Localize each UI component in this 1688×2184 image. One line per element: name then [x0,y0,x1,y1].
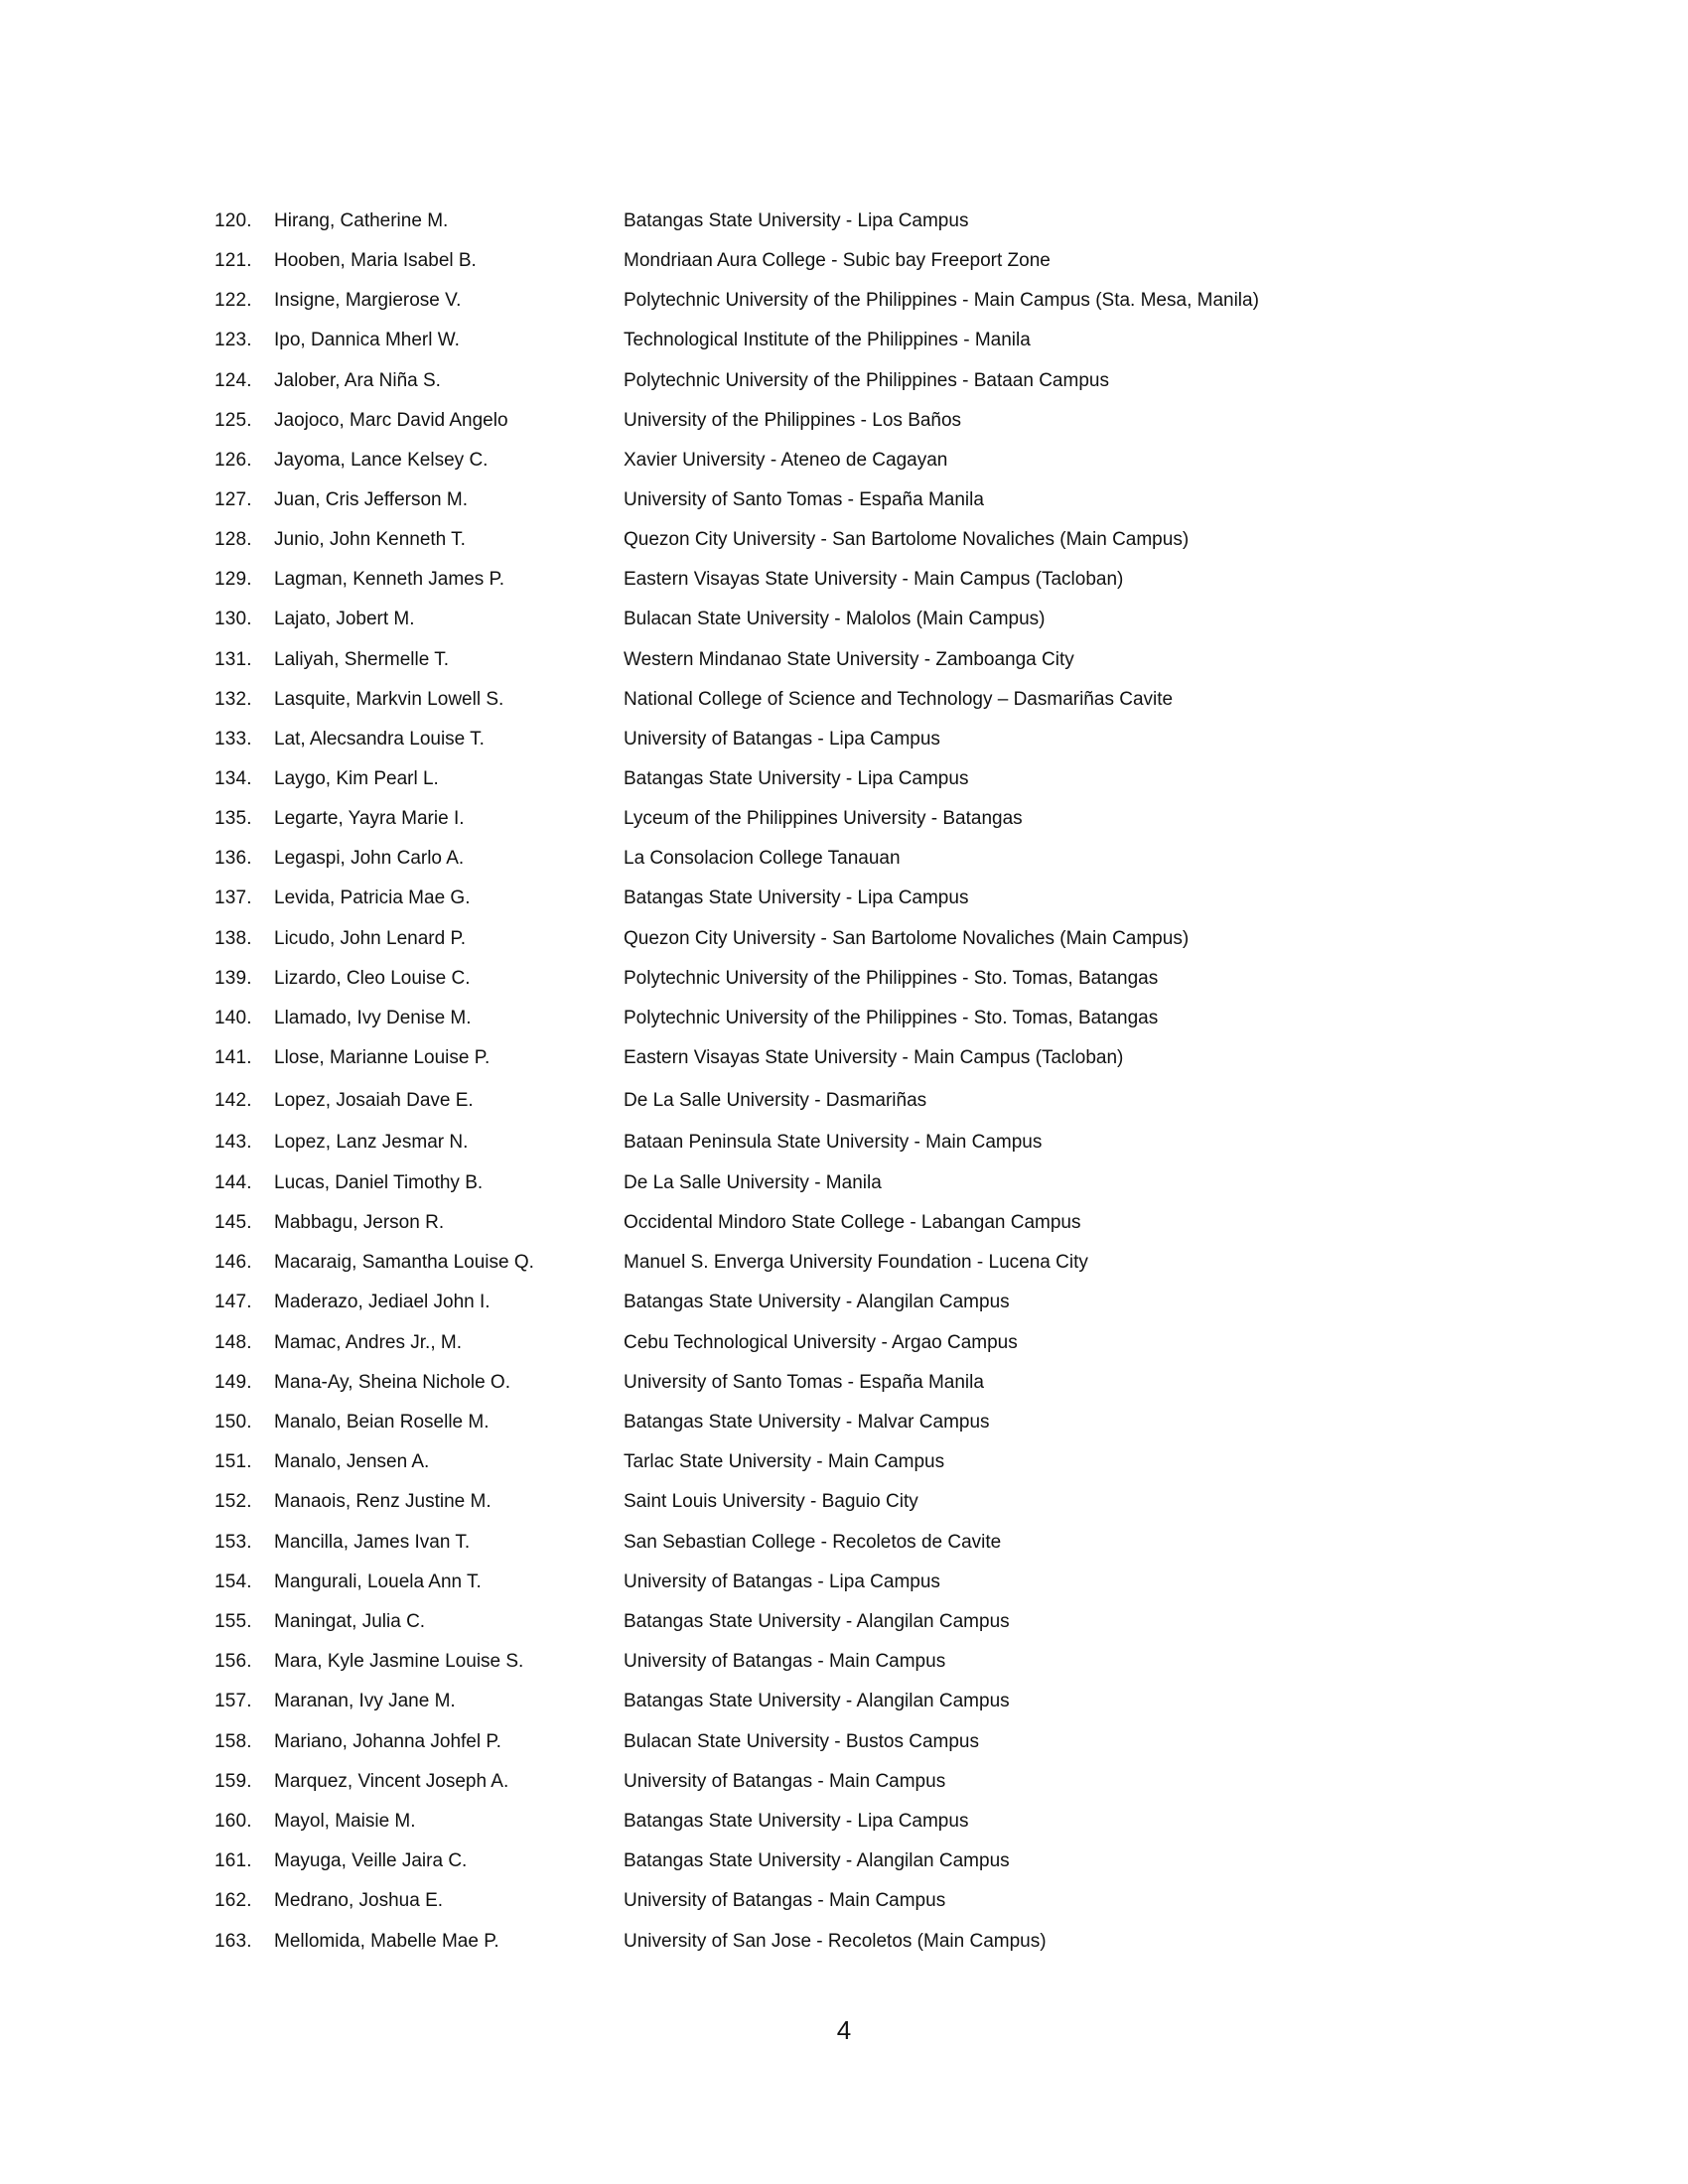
entry-name: Maranan, Ivy Jane M. [274,1691,456,1712]
entry-number: 141. [214,1046,252,1068]
list-item [0,406,1688,436]
entry-name: Mamac, Andres Jr., M. [274,1331,462,1353]
entry-number: 133. [214,728,252,750]
entry-name: Mellomida, Mabelle Mae P. [274,1930,499,1952]
entry-institution: University of San Jose - Recoletos (Main Campus) [624,1930,1047,1952]
entry-number: 158. [214,1730,252,1752]
list-item [0,286,1688,316]
list-item [0,525,1688,555]
entry-institution: Batangas State University - Lipa Campus [624,768,969,789]
entry-institution: Bataan Peninsula State University - Main Campus [624,1131,1043,1153]
entry-name: Manalo, Beian Roselle M. [274,1411,490,1433]
entry-institution: Polytechnic University of the Philippines - Sto. Tomas, Batangas [624,1007,1159,1028]
entry-institution: La Consolacion College Tanauan [624,848,901,870]
entry-institution: University of the Philippines - Los Baños [624,409,962,431]
entry-number: 131. [214,648,252,670]
entry-institution: Batangas State University - Alangilan Campus [624,1610,1010,1632]
entry-number: 122. [214,290,252,312]
list-item [0,1528,1688,1558]
entry-name: Junio, John Kenneth T. [274,529,466,551]
entry-name: Mana-Ay, Sheina Nichole O. [274,1371,510,1393]
entry-number: 149. [214,1371,252,1393]
entry-institution: Batangas State University - Alangilan Campus [624,1292,1010,1313]
list-item [0,1568,1688,1597]
list-item [0,1647,1688,1677]
entry-number: 154. [214,1570,252,1592]
entry-institution: University of Batangas - Main Campus [624,1651,946,1673]
entry-number: 160. [214,1810,252,1832]
entry-number: 150. [214,1411,252,1433]
page-number: 4 [836,2015,852,2045]
list-item [0,1927,1688,1957]
entry-institution: University of Batangas - Lipa Campus [624,1570,940,1592]
entry-number: 159. [214,1770,252,1792]
entry-name: Medrano, Joshua E. [274,1890,444,1912]
entry-name: Macaraig, Samantha Louise Q. [274,1252,534,1274]
list-item [0,1767,1688,1797]
list-item [0,964,1688,994]
entry-name: Mayuga, Veille Jaira C. [274,1850,468,1872]
entry-name: Lucas, Daniel Timothy B. [274,1171,484,1193]
entry-name: Hooben, Maria Isabel B. [274,250,477,272]
entry-number: 129. [214,569,252,591]
entry-name: Llose, Marianne Louise P. [274,1046,491,1068]
entry-number: 128. [214,529,252,551]
entry-number: 121. [214,250,252,272]
list-item [0,804,1688,834]
entry-institution: Batangas State University - Lipa Campus [624,210,969,231]
entry-name: Lajato, Jobert M. [274,609,415,630]
entry-number: 151. [214,1451,252,1473]
list-item [0,605,1688,634]
entry-name: Jayoma, Lance Kelsey C. [274,449,489,471]
entry-name: Licudo, John Lenard P. [274,927,466,949]
entry-institution: Bulacan State University - Bustos Campus [624,1730,979,1752]
entry-number: 138. [214,927,252,949]
entry-number: 163. [214,1930,252,1952]
entry-name: Lat, Alecsandra Louise T. [274,728,485,750]
entry-number: 143. [214,1131,252,1153]
entry-institution: De La Salle University - Dasmariñas [624,1089,927,1111]
entry-name: Juan, Cris Jefferson M. [274,489,469,510]
list-item [0,884,1688,913]
entry-number: 134. [214,768,252,789]
entry-institution: Batangas State University - Lipa Campus [624,1810,969,1832]
entry-institution: Xavier University - Ateneo de Cagayan [624,449,948,471]
entry-institution: Mondriaan Aura College - Subic bay Freeport Zone [624,250,1051,272]
entry-name: Lasquite, Markvin Lowell S. [274,688,504,710]
list-item [0,764,1688,794]
entry-institution: Quezon City University - San Bartolome Novaliches (Main Campus) [624,529,1190,551]
entry-name: Ipo, Dannica Mherl W. [274,330,460,351]
list-item [0,246,1688,276]
entry-name: Maderazo, Jediael John I. [274,1292,491,1313]
list-item [0,924,1688,954]
entry-name: Marquez, Vincent Joseph A. [274,1770,509,1792]
list-item [0,725,1688,754]
entry-number: 139. [214,967,252,989]
entry-institution: Batangas State University - Lipa Campus [624,887,969,909]
entry-number: 126. [214,449,252,471]
list-item [0,565,1688,595]
entry-name: Jalober, Ara Niña S. [274,369,441,391]
list-item [0,1086,1688,1116]
list-item [0,485,1688,515]
entry-name: Hirang, Catherine M. [274,210,449,231]
entry-number: 132. [214,688,252,710]
entry-institution: University of Batangas - Main Campus [624,1890,946,1912]
entry-institution: University of Santo Tomas - España Manila [624,489,984,510]
entry-institution: Western Mindanao State University - Zamboanga City [624,648,1074,670]
list-item [0,1727,1688,1757]
list-item [0,446,1688,476]
list-item [0,366,1688,396]
entry-name: Legaspi, John Carlo A. [274,848,465,870]
list-item [0,1248,1688,1278]
entry-institution: Tarlac State University - Main Campus [624,1451,945,1473]
entry-number: 140. [214,1007,252,1028]
entry-institution: Eastern Visayas State University - Main Campus (Tacloban) [624,569,1124,591]
entry-number: 148. [214,1331,252,1353]
entry-institution: Quezon City University - San Bartolome Novaliches (Main Campus) [624,927,1190,949]
entry-name: Mara, Kyle Jasmine Louise S. [274,1651,524,1673]
entry-number: 130. [214,609,252,630]
entry-institution: Occidental Mindoro State College - Labangan Campus [624,1211,1081,1233]
entry-institution: Polytechnic University of the Philippines - Bataan Campus [624,369,1109,391]
entry-name: Maningat, Julia C. [274,1610,426,1632]
list-item [0,1328,1688,1358]
entry-name: Insigne, Margierose V. [274,290,462,312]
entry-name: Laygo, Kim Pearl L. [274,768,439,789]
entry-number: 142. [214,1089,252,1111]
entry-number: 137. [214,887,252,909]
entry-number: 156. [214,1651,252,1673]
entry-number: 146. [214,1252,252,1274]
entry-institution: Saint Louis University - Baguio City [624,1491,918,1513]
list-item [0,1846,1688,1876]
entry-institution: Bulacan State University - Malolos (Main Campus) [624,609,1046,630]
entry-name: Llamado, Ivy Denise M. [274,1007,472,1028]
entry-institution: San Sebastian College - Recoletos de Cavite [624,1531,1002,1553]
entry-name: Mangurali, Louela Ann T. [274,1570,482,1592]
entry-name: Lizardo, Cleo Louise C. [274,967,471,989]
entry-number: 123. [214,330,252,351]
entry-name: Mancilla, James Ivan T. [274,1531,471,1553]
entry-number: 145. [214,1211,252,1233]
list-item [0,1487,1688,1517]
list-item [0,1607,1688,1637]
entry-name: Mariano, Johanna Johfel P. [274,1730,501,1752]
entry-institution: National College of Science and Technology – Dasmariñas Cavite [624,688,1174,710]
list-item [0,1208,1688,1238]
entry-number: 124. [214,369,252,391]
entry-name: Mabbagu, Jerson R. [274,1211,445,1233]
entry-number: 127. [214,489,252,510]
entry-institution: University of Batangas - Main Campus [624,1770,946,1792]
entry-institution: University of Batangas - Lipa Campus [624,728,940,750]
entry-number: 125. [214,409,252,431]
list-item [0,326,1688,355]
list-item [0,1408,1688,1437]
entry-name: Lopez, Lanz Jesmar N. [274,1131,469,1153]
list-item [0,206,1688,236]
entry-number: 155. [214,1610,252,1632]
list-item [0,1128,1688,1158]
entry-institution: Manuel S. Enverga University Foundation - Lucena City [624,1252,1088,1274]
list-item [0,1807,1688,1837]
entry-number: 161. [214,1850,252,1872]
entry-number: 136. [214,848,252,870]
entry-name: Legarte, Yayra Marie I. [274,808,465,830]
entry-number: 157. [214,1691,252,1712]
list-item [0,1004,1688,1033]
list-item [0,1043,1688,1073]
entry-name: Mayol, Maisie M. [274,1810,416,1832]
entry-institution: Batangas State University - Malvar Campus [624,1411,990,1433]
list-item [0,1687,1688,1716]
entry-institution: Cebu Technological University - Argao Campus [624,1331,1018,1353]
list-item [0,1368,1688,1398]
list-item [0,645,1688,675]
list-item [0,685,1688,715]
entry-name: Jaojoco, Marc David Angelo [274,409,508,431]
entry-name: Manaois, Renz Justine M. [274,1491,492,1513]
entry-number: 152. [214,1491,252,1513]
list-item [0,1886,1688,1916]
entry-number: 144. [214,1171,252,1193]
entry-name: Lagman, Kenneth James P. [274,569,505,591]
entry-name: Manalo, Jensen A. [274,1451,430,1473]
entry-number: 120. [214,210,252,231]
entry-institution: Batangas State University - Alangilan Campus [624,1850,1010,1872]
entry-institution: Batangas State University - Alangilan Campus [624,1691,1010,1712]
entry-institution: Polytechnic University of the Philippines - Main Campus (Sta. Mesa, Manila) [624,290,1259,312]
entry-institution: Lyceum of the Philippines University - Batangas [624,808,1023,830]
entry-number: 135. [214,808,252,830]
entry-institution: De La Salle University - Manila [624,1171,882,1193]
entry-number: 147. [214,1292,252,1313]
entry-institution: Technological Institute of the Philippines - Manila [624,330,1031,351]
entry-name: Levida, Patricia Mae G. [274,887,471,909]
entry-number: 153. [214,1531,252,1553]
entry-institution: University of Santo Tomas - España Manila [624,1371,984,1393]
entry-institution: Eastern Visayas State University - Main Campus (Tacloban) [624,1046,1124,1068]
list-item [0,1168,1688,1198]
list-item [0,1288,1688,1317]
entry-number: 162. [214,1890,252,1912]
entry-institution: Polytechnic University of the Philippines - Sto. Tomas, Batangas [624,967,1159,989]
entry-name: Lopez, Josaiah Dave E. [274,1089,474,1111]
list-item [0,1447,1688,1477]
entry-name: Laliyah, Shermelle T. [274,648,450,670]
list-item [0,844,1688,874]
